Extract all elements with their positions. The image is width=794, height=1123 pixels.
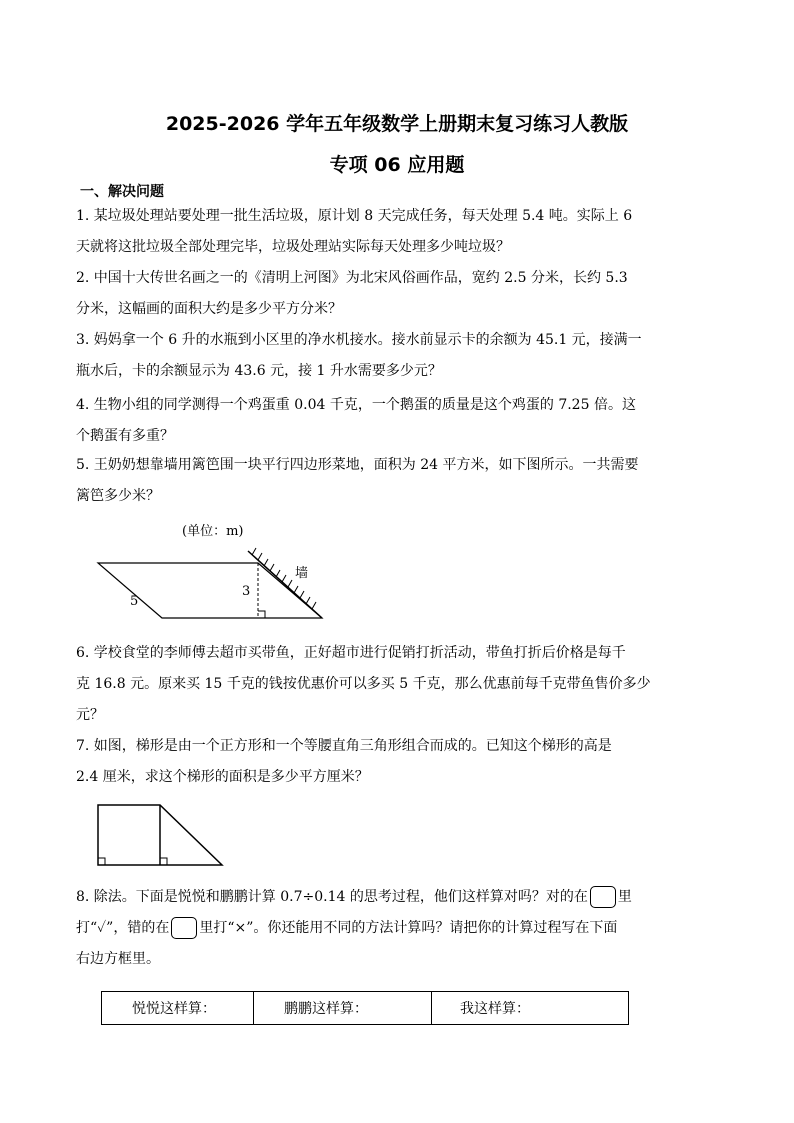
question-line: 克 16.8 元。原来买 15 千克的钱按优惠价可以多买 5 千克，那么优惠前每千克带鱼售价多少 [76, 676, 651, 692]
q8-text-d: 里打“×”。你还能用不同的方法计算吗？请把你的计算过程写在下面 [199, 920, 618, 936]
question-7 [76, 731, 716, 793]
question-2 [76, 263, 716, 325]
question-line: 分米，这幅画的面积大约是多少平方分米？ [76, 301, 342, 317]
parallelogram-shape [98, 563, 322, 618]
wall-line [248, 551, 322, 618]
right-angle-mark [160, 858, 167, 865]
question-line: 元？ [76, 707, 104, 723]
question-4 [76, 390, 716, 452]
question-line: 3. 妈妈拿一个 6 升的水瓶到小区里的净水机接水。接水前显示卡的余额为 45.1 元，接满一 [76, 332, 642, 348]
question-line: 2.4 厘米，求这个梯形的面积是多少平方厘米？ [76, 769, 369, 785]
answer-box[interactable] [171, 917, 197, 939]
trapezoid-figure [95, 800, 230, 870]
right-angle-mark [258, 611, 265, 618]
question-3 [76, 325, 716, 387]
question-8 [76, 882, 716, 975]
q8-text-c: 打“✓”，错的在 [76, 920, 170, 936]
height-label: 3 [242, 584, 251, 599]
answer-box[interactable] [590, 886, 616, 908]
question-6 [76, 638, 716, 731]
question-line: 6. 学校食堂的李师傅去超市买带鱼，正好超市进行促销打折活动，带鱼打折后价格是每千 [76, 645, 626, 661]
question-line: 4. 生物小组的同学测得一个鸡蛋重 0.04 千克，一个鹅蛋的质量是这个鸡蛋的 7.25 倍。这 [76, 397, 636, 413]
question-1 [76, 201, 716, 263]
question-line: 右边方框里。 [76, 951, 160, 967]
q8-text-a: 8. 除法。下面是悦悦和鹏鹏计算 0.7÷0.14 的思考过程，他们这样算对吗？对的在 [76, 889, 588, 905]
table-cell-pengpeng[interactable]: 鹏鹏这样算： [254, 992, 432, 1024]
right-angle-mark [98, 858, 105, 865]
question-line: 个鹅蛋有多重？ [76, 428, 174, 444]
page-subtitle: 专项 06 应用题 [329, 154, 465, 176]
question-line: 篱笆多少米？ [76, 488, 160, 504]
question-line: 7. 如图，梯形是由一个正方形和一个等腰直角三角形组合而成的。已知这个梯形的高是 [76, 738, 612, 754]
section-heading: 一、解决问题 [80, 184, 164, 200]
q8-text-b: 里 [617, 889, 632, 905]
unit-label: (单位：m) [182, 524, 244, 539]
table-cell-mine[interactable]: 我这样算： [460, 1001, 530, 1017]
question-line: 5. 王奶奶想靠墙用篱笆围一块平行四边形菜地，面积为 24 平方米，如下图所示。一共需要 [76, 457, 639, 473]
wall-label: 墙 [295, 566, 309, 581]
question-5 [76, 450, 716, 512]
side-label: 5 [130, 594, 139, 609]
parallelogram-figure [90, 515, 330, 625]
question-line [76, 913, 716, 944]
question-line: 1. 某垃圾处理站要处理一批生活垃圾，原计划 8 天完成任务，每天处理 5.4 吨。实际上 6 [76, 208, 633, 224]
question-line [76, 882, 716, 913]
table-cell-yueyue[interactable]: 悦悦这样算： [102, 992, 254, 1024]
question-line: 天就将这批垃圾全部处理完毕，垃圾处理站实际每天处理多少吨垃圾？ [76, 239, 510, 255]
question-line: 瓶水后，卡的余额显示为 43.6 元，接 1 升水需要多少元？ [76, 363, 442, 379]
question-line: 2. 中国十大传世名画之一的《清明上河图》为北宋风俗画作品，宽约 2.5 分米，长约 5.3 [76, 270, 628, 286]
calculation-table [101, 991, 629, 1025]
page-title: 2025-2026 学年五年级数学上册期末复习练习人教版 [165, 113, 629, 135]
